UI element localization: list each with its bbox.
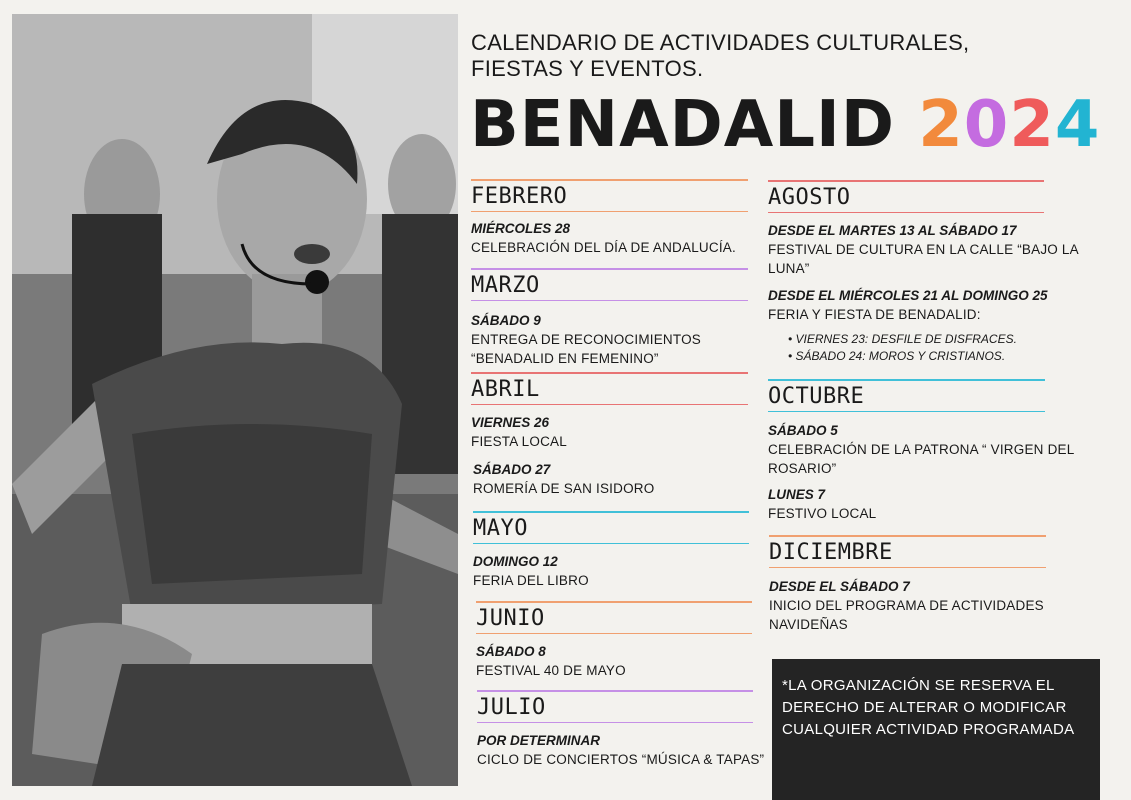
subtitle: [471, 30, 969, 82]
rule-bottom: [769, 567, 1046, 569]
event-desc: FERIA DEL LIBRO: [473, 573, 589, 588]
month-title: MARZO: [471, 272, 540, 298]
event-desc: ROSARIO”: [768, 461, 837, 476]
bullet-item: • VIERNES 23: DESFILE DE DISFRACES.: [788, 332, 1017, 346]
performer-photo: [12, 14, 458, 786]
spacer: [768, 278, 1098, 287]
month-title: OCTUBRE: [768, 383, 865, 409]
month-title: DICIEMBRE: [769, 539, 893, 565]
event-desc: “BENADALID EN FEMENINO”: [471, 351, 659, 366]
event-desc: FIESTA LOCAL: [471, 434, 567, 449]
year-digit-2: 0: [963, 88, 1010, 162]
event-date: DESDE EL MIÉRCOLES 21 AL DOMINGO 25: [768, 288, 1048, 303]
spacer: [471, 451, 748, 461]
month-title: AGOSTO: [768, 184, 851, 210]
month-block-mayo: [473, 511, 749, 590]
month-title: FEBRERO: [471, 183, 568, 209]
event-date: VIERNES 26: [471, 415, 550, 430]
event-desc: FERIA Y FIESTA DE BENADALID:: [768, 307, 981, 322]
rule-bottom: [477, 722, 753, 724]
performer-illustration: [12, 14, 458, 786]
spacer: [768, 478, 1098, 486]
event-date: DESDE EL SÁBADO 7: [769, 579, 910, 594]
event-date: MIÉRCOLES 28: [471, 221, 571, 236]
event-date: SÁBADO 9: [471, 313, 541, 328]
month-block-febrero: [471, 179, 748, 257]
event-date: SÁBADO 5: [768, 423, 838, 438]
month-block-julio: [477, 690, 767, 769]
event-date: DOMINGO 12: [473, 554, 558, 569]
rule-bottom: [768, 411, 1045, 413]
event-desc: CICLO DE CONCIERTOS “MÚSICA & TAPAS”: [477, 752, 765, 767]
disclaimer-line-2: DERECHO DE ALTERAR O MODIFICAR: [782, 699, 1067, 716]
event-desc: FESTIVAL DE CULTURA EN LA CALLE “BAJO LA: [768, 242, 1079, 257]
disclaimer-line-1: *LA ORGANIZACIÓN SE RESERVA EL: [782, 677, 1055, 694]
month-title: JUNIO: [476, 605, 545, 631]
rule-bottom: [768, 212, 1044, 214]
disclaimer-box: [772, 659, 1100, 800]
month-title: JULIO: [477, 694, 546, 720]
event-date: LUNES 7: [768, 487, 826, 502]
event-desc: NAVIDEÑAS: [769, 617, 848, 632]
event-desc: ROMERÍA DE SAN ISIDORO: [473, 481, 655, 496]
page-title: [470, 86, 1100, 164]
rule-bottom: [476, 633, 752, 635]
year-digit-3: 2: [1009, 88, 1055, 162]
disclaimer-line-3: CUALQUIER ACTIVIDAD PROGRAMADA: [782, 721, 1075, 738]
event-desc: INICIO DEL PROGRAMA DE ACTIVIDADES: [769, 598, 1044, 613]
rule-bottom: [471, 300, 748, 302]
event-desc: ENTREGA DE RECONOCIMIENTOS: [471, 332, 701, 347]
month-block-junio: [476, 601, 752, 680]
event-desc: CELEBRACIÓN DEL DÍA DE ANDALUCÍA.: [471, 240, 736, 255]
month-title: ABRIL: [471, 376, 540, 402]
rule-bottom: [471, 404, 748, 406]
month-block-octubre: [768, 379, 1098, 523]
month-block-diciembre: [769, 535, 1099, 634]
rule-bottom: [471, 211, 748, 213]
rule-bottom: [473, 543, 749, 545]
month-block-agosto: [768, 180, 1098, 365]
month-block-marzo: [471, 268, 748, 368]
event-date: DESDE EL MARTES 13 AL SÁBADO 17: [768, 223, 1017, 238]
year-digit-4: 4: [1054, 88, 1101, 162]
event-date: POR DETERMINAR: [477, 733, 601, 748]
town-name: BENADALID: [470, 88, 895, 162]
year-digit-1: 2: [918, 88, 964, 162]
bullet-item: • SÁBADO 24: MOROS Y CRISTIANOS.: [788, 349, 1006, 363]
month-title: MAYO: [473, 515, 528, 541]
event-desc: CELEBRACIÓN DE LA PATRONA “ VIRGEN DEL: [768, 442, 1075, 457]
subtitle-line-1: CALENDARIO DE ACTIVIDADES CULTURALES,: [471, 30, 970, 55]
subtitle-line-2: FIESTAS Y EVENTOS.: [471, 56, 704, 81]
event-desc: FESTIVAL 40 DE MAYO: [476, 663, 626, 678]
event-desc: FESTIVO LOCAL: [768, 506, 877, 521]
year: [918, 88, 1100, 162]
month-block-abril: [471, 372, 748, 498]
event-date: SÁBADO 27: [473, 462, 551, 477]
event-desc: LUNA”: [768, 261, 810, 276]
event-date: SÁBADO 8: [476, 644, 546, 659]
spacer: [768, 324, 1098, 331]
